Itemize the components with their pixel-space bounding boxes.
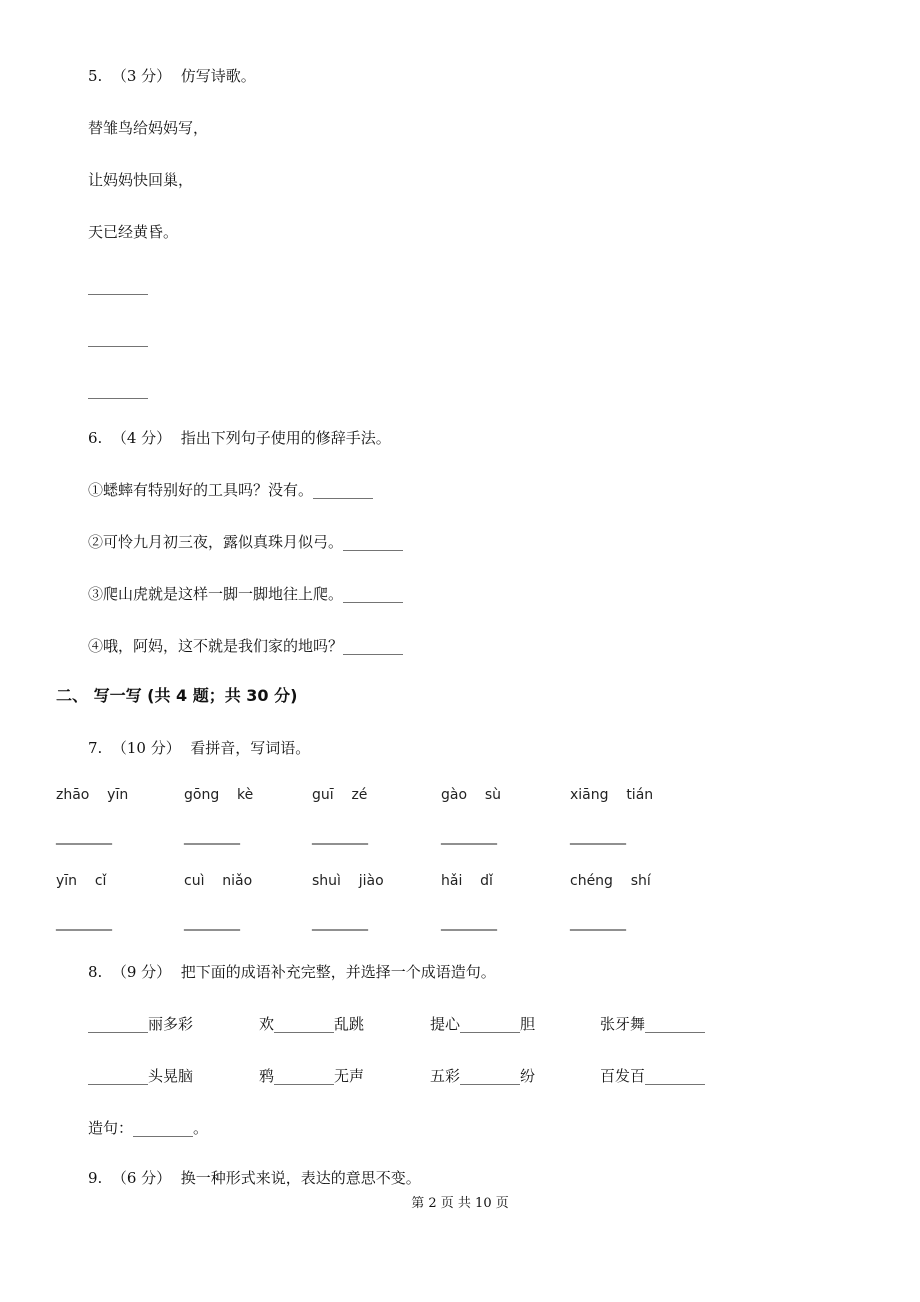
q7-blank-10[interactable]: ________ bbox=[570, 915, 626, 931]
q5-header: 5. （3 分） 仿写诗歌。 bbox=[88, 67, 256, 85]
q8-idiom-3[interactable]: 提心________胆 bbox=[430, 1015, 536, 1033]
q5-poem-line-1: 替雏鸟给妈妈写， bbox=[88, 119, 209, 137]
section-2-title: 二、 写一写 (共 4 题；共 30 分) bbox=[56, 686, 298, 705]
q7-blank-4[interactable]: ________ bbox=[441, 829, 497, 845]
q8-idiom-8[interactable]: 百发百________ bbox=[600, 1067, 706, 1085]
q5-answer-blank-3[interactable]: ________ bbox=[88, 381, 148, 399]
q6-item-4: ④哦，阿妈，这不就是我们家的地吗？________ bbox=[88, 637, 404, 655]
q7-pinyin-6: yīn cǐ bbox=[56, 873, 107, 889]
q7-pinyin-3: guī zé bbox=[312, 787, 368, 803]
q7-pinyin-4: gào sù bbox=[441, 787, 501, 803]
q5-poem-line-3: 天已经黄昏。 bbox=[88, 223, 179, 241]
q7-pinyin-7: cuì niǎo bbox=[184, 873, 253, 889]
q8-idiom-7[interactable]: 五彩________纷 bbox=[430, 1067, 536, 1085]
q7-pinyin-8: shuì jiào bbox=[312, 873, 384, 889]
q8-idiom-1[interactable]: ________丽多彩 bbox=[88, 1015, 194, 1033]
q5-answer-blank-1[interactable]: ________ bbox=[88, 277, 148, 295]
q7-blank-2[interactable]: ________ bbox=[184, 829, 240, 845]
q5-answer-blank-2[interactable]: ________ bbox=[88, 329, 148, 347]
q7-blank-8[interactable]: ________ bbox=[312, 915, 368, 931]
q7-blank-9[interactable]: ________ bbox=[441, 915, 497, 931]
q7-blank-7[interactable]: ________ bbox=[184, 915, 240, 931]
q5-poem-line-2: 让妈妈快回巢， bbox=[88, 171, 194, 189]
q8-sentence[interactable]: 造句：________。 bbox=[88, 1119, 209, 1137]
q7-pinyin-1: zhāo yīn bbox=[56, 787, 129, 803]
q7-blank-1[interactable]: ________ bbox=[56, 829, 112, 845]
q8-idiom-4[interactable]: 张牙舞________ bbox=[600, 1015, 706, 1033]
q9-header: 9. （6 分） 换一种形式来说，表达的意思不变。 bbox=[88, 1169, 421, 1187]
q7-pinyin-10: chéng shí bbox=[570, 873, 651, 889]
q7-pinyin-5: xiāng tián bbox=[570, 787, 654, 803]
q7-blank-5[interactable]: ________ bbox=[570, 829, 626, 845]
q7-header: 7. （10 分） 看拼音，写词语。 bbox=[88, 739, 311, 757]
q6-item-1: ①蟋蟀有特别好的工具吗？没有。________ bbox=[88, 481, 374, 499]
q7-blank-3[interactable]: ________ bbox=[312, 829, 368, 845]
q7-blank-6[interactable]: ________ bbox=[56, 915, 112, 931]
q8-idiom-5[interactable]: ________头晃脑 bbox=[88, 1067, 194, 1085]
q6-item-2: ②可怜九月初三夜，露似真珠月似弓。________ bbox=[88, 533, 404, 551]
q8-header: 8. （9 分） 把下面的成语补充完整，并选择一个成语造句。 bbox=[88, 963, 496, 981]
q6-item-3: ③爬山虎就是这样一脚一脚地往上爬。________ bbox=[88, 585, 404, 603]
page-footer: 第 2 页 共 10 页 bbox=[411, 1196, 509, 1211]
q7-pinyin-9: hǎi dǐ bbox=[441, 873, 493, 889]
q7-pinyin-2: gōng kè bbox=[184, 787, 254, 803]
q8-idiom-6[interactable]: 鸦________无声 bbox=[259, 1067, 365, 1085]
q6-header: 6. （4 分） 指出下列句子使用的修辞手法。 bbox=[88, 429, 391, 447]
q8-idiom-2[interactable]: 欢________乱跳 bbox=[259, 1015, 365, 1033]
